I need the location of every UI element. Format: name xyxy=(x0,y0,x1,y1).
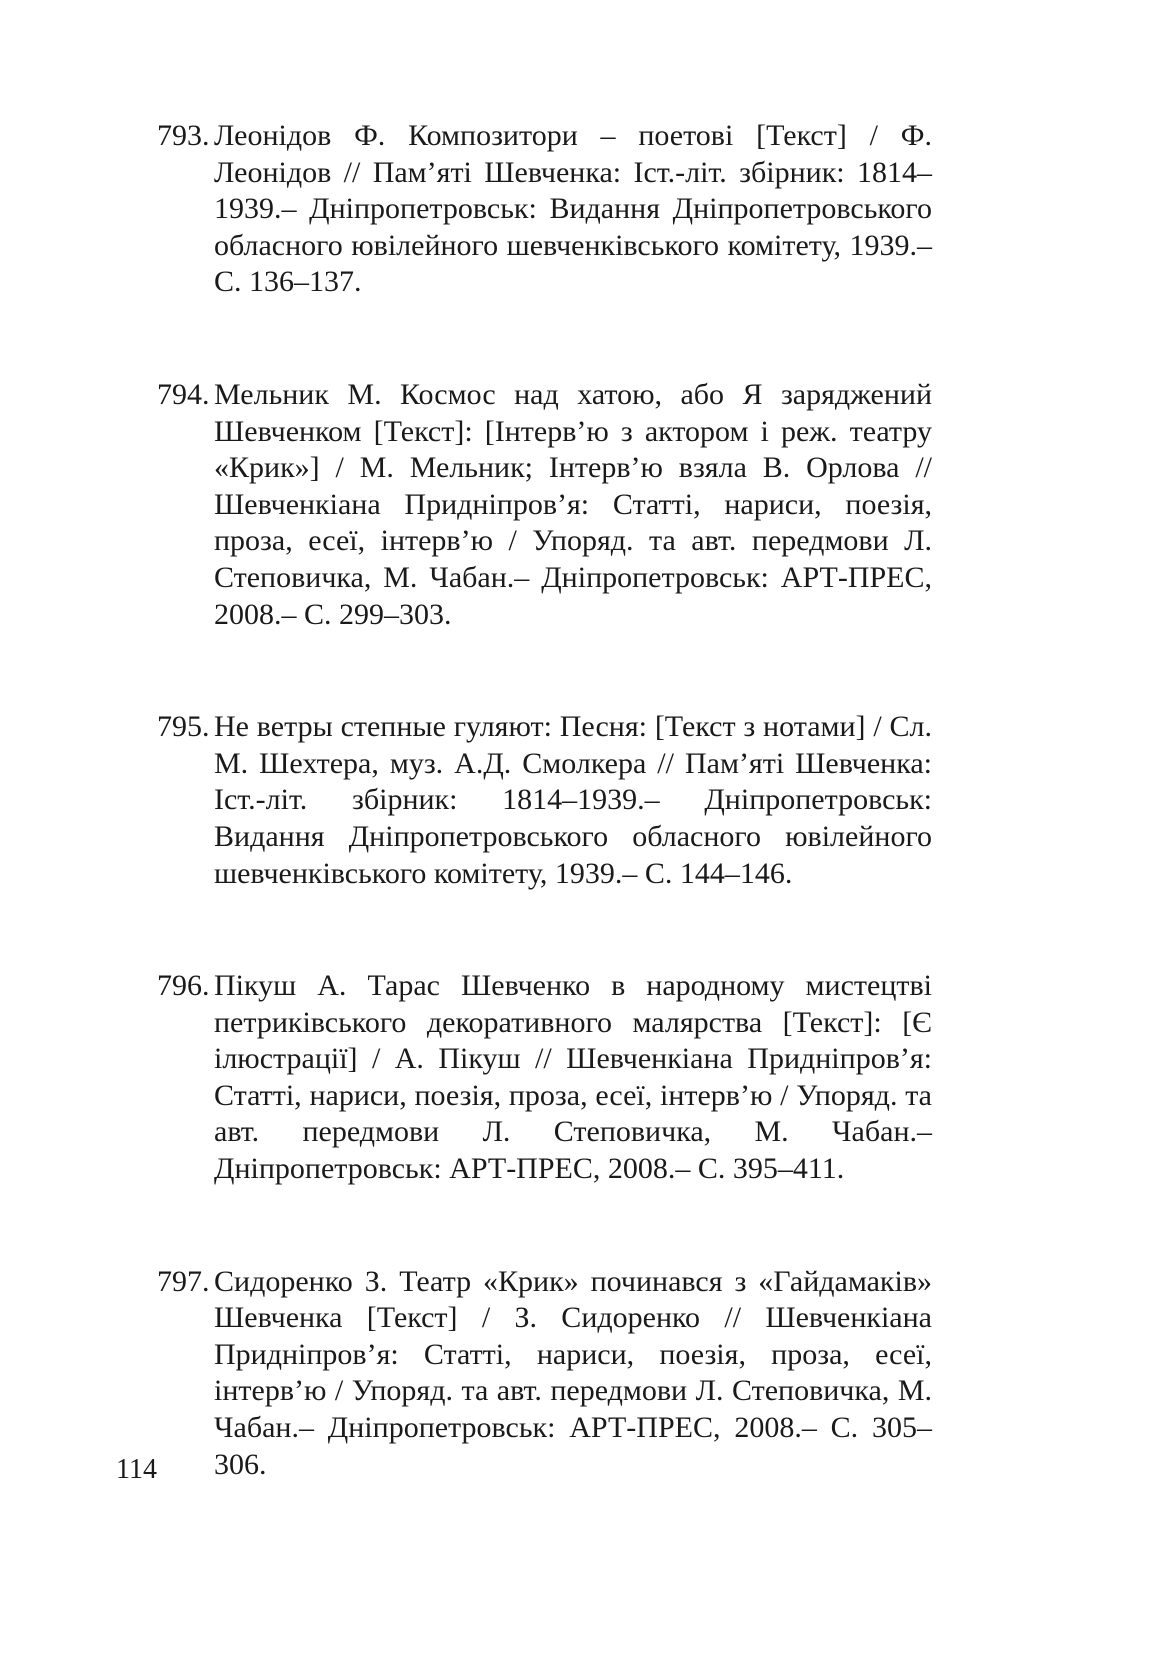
entry-text: Мельник М. Космос над хатою, або Я заряджений Шевченком [Текст]: [Інтерв’ю з актором і реж. театру «Крик»] / М. Мельник; Інтерв’ю взяла В. Орлова // Шевченкіана Придніпров’я: Статті, нариси, поезія, проза, есеї, інтерв’ю / Упоряд. та авт. передмови Л. Степовичка, М. Чабан.– Дніпропетровськ: АРТ-ПРЕС, 2008.– С. 299–303. xyxy=(214,377,932,631)
bibliography-entry xyxy=(157,1264,932,1484)
bibliography-entry xyxy=(157,968,932,1188)
bibliography-entry xyxy=(157,709,932,892)
entry-text: Пікуш А. Тарас Шевченко в народному мистецтві петриківського декоративного малярства [Текст]: [Є ілюстрації] / А. Пікуш // Шевченкіана Придніпров’я: Статті, нариси, поезія, проза, есеї, інтерв’ю / Упоряд. та авт. передмови Л. Степовичка, М. Чабан.– Дніпропетровськ: АРТ-ПРЕС, 2008.– С. 395–411. xyxy=(214,969,932,1186)
bibliography-entry xyxy=(157,377,932,633)
entry-number: 796. xyxy=(157,969,210,1003)
entry-text: Сидоренко З. Театр «Крик» починався з «Гайдамаків» Шевченка [Текст] / З. Сидоренко // Шевченкіана Придніпров’я: Статті, нариси, поезія, проза, есеї, інтерв’ю / Упоряд. та авт. передмови Л. Степовичка, М. Чабан.– Дніпропетровськ: АРТ-ПРЕС, 2008.– С. 305–306. xyxy=(214,1264,932,1481)
entry-number: 793. xyxy=(157,119,210,152)
bibliography-entry xyxy=(157,118,932,301)
page-number: 114 xyxy=(116,1454,157,1485)
bibliography-list xyxy=(157,118,932,1559)
entry-number: 795. xyxy=(157,710,210,744)
entry-number: 794. xyxy=(157,377,210,411)
entry-number: 797. xyxy=(157,1264,210,1298)
entry-text: Леонідов Ф. Композитори – поетові [Текст] / Ф. Леонідов // Пам’яті Шевченка: Іст.-літ. збірник: 1814–1939.– Дніпропетровськ: Видання Дніпропетровського обласного ювілейного шевченківського комітету, 1939.– С. 136–137. xyxy=(214,119,932,299)
entry-text: Не ветры степные гуляют: Песня: [Текст з нотами] / Сл. М. Шехтера, муз. А.Д. Смолкера // Пам’яті Шевченка: Іст.-літ. збірник: 1814–1939.– Дніпропетровськ: Видання Дніпропетровського обласного ювілейного шевченківського комітету, 1939.– С. 144–146. xyxy=(214,710,932,890)
